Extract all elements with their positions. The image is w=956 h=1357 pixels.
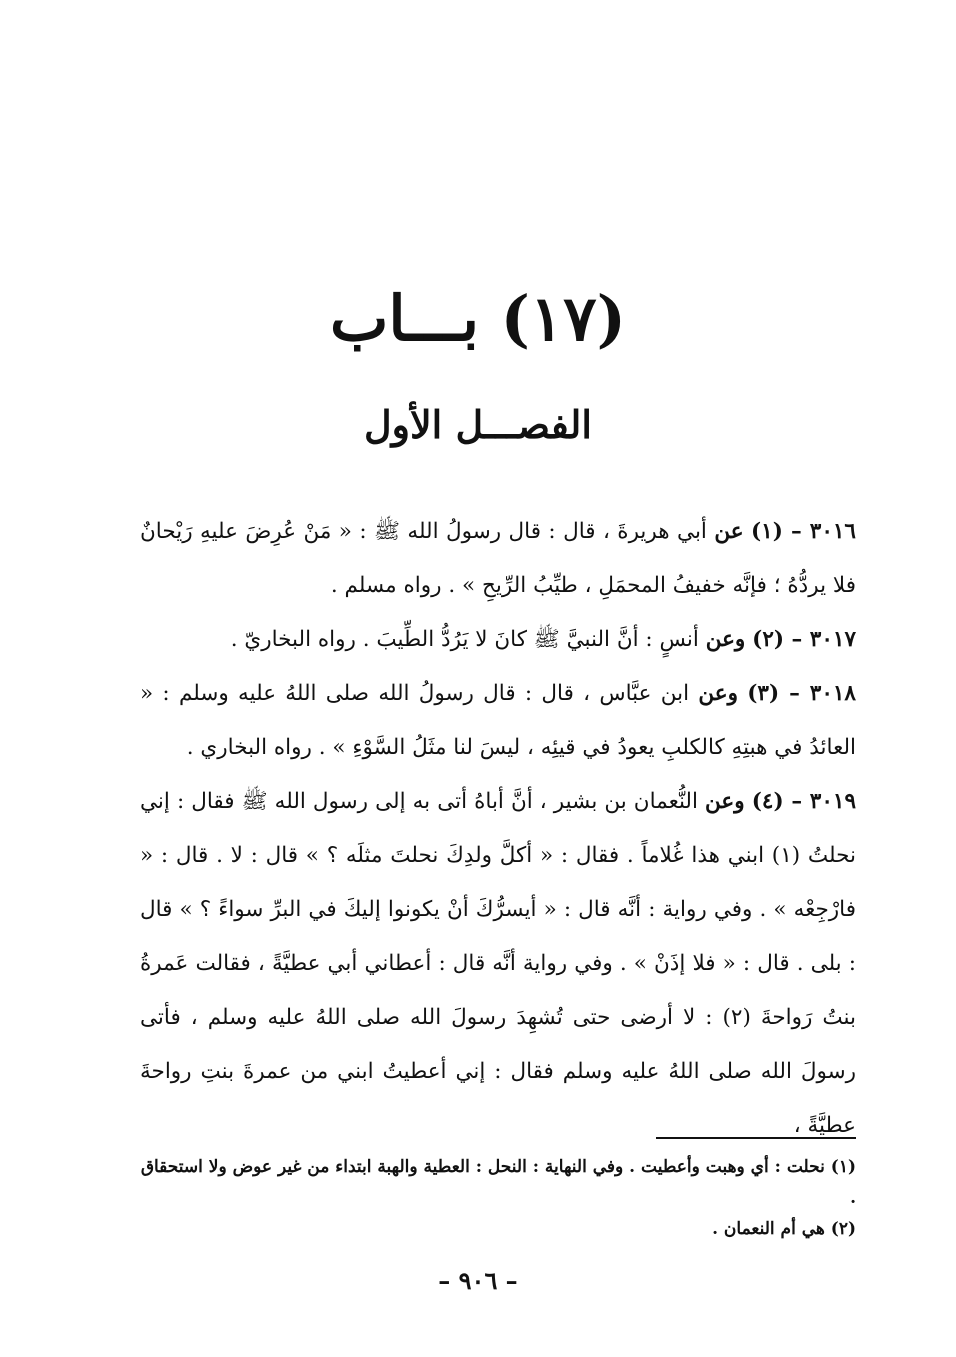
- hadith-number: ٣٠١٧ – (٢): [752, 627, 856, 652]
- hadith-3019: [140, 775, 856, 1153]
- hadith-list: [140, 505, 856, 1153]
- hadith-text: أبي هريرةَ ، قال : قال رسولُ الله ﷺ : « مَنْ عُرِضَ عليهِ رَيْحانٌ فلا يردُّهُ ؛ فإنَّه خفيفُ المحمَلِ ، طيِّبُ الرِّيحِ » . رواه مسلم .: [140, 519, 856, 598]
- hadith-narrator-prefix: وعن: [698, 681, 738, 706]
- hadith-text: النُّعمان بن بشير ، أنَّ أباهُ أتى به إلى رسول الله ﷺ فقال : إني نحلتُ (١) ابني هذا غُلاماً . فقال : « أكلَّ ولدِكَ نحلتَ مثلَه ؟ » قال : لا . قال : « فارْجِعْه » . وفي رواية : أنَّه قال : « أيسرُّكَ أنْ يكونوا إليكَ في البرِّ سواءً ؟ » قال : بلى . قال : « فلا إذَنْ » . وفي رواية أنَّه قال : أعطاني أبي عطيَّةً ، فقالت عَمرةُ بنتُ رَواحةَ (٢) : لا أرضى حتى تُشهِدَ رسولَ الله صلى اللهُ عليه وسلم ، فأتى رسولَ الله صلى اللهُ عليه وسلم فقال : إني أعطيتُ ابني من عمرةَ بنتِ رواحةَ عطيَّةً ،: [140, 789, 856, 1138]
- hadith-narrator-prefix: عن: [714, 519, 744, 544]
- footnotes: [140, 1152, 856, 1245]
- section-title: الفصـــل الأول: [364, 402, 592, 447]
- footnote-divider: [656, 1137, 856, 1139]
- hadith-3016: [140, 505, 856, 613]
- hadith-text: ابن عبَّاس ، قال : قال رسولُ الله صلى اللهُ عليه وسلم : « العائدُ في هبتِهِ كالكلبِ يعودُ في قيئِه ، ليسَ لنا مثَلُ السَّوْءِ » . رواه البخاري .: [140, 681, 856, 760]
- page-number: – ٩٠٦ –: [438, 1266, 518, 1295]
- footnote-2: (٢) هي أم النعمان .: [712, 1219, 856, 1239]
- hadith-number: ٣٠١٨ – (٣): [747, 681, 856, 706]
- hadith-number: ٣٠١٩ – (٤): [751, 789, 856, 814]
- footnote-1: (١) نحلت : أي وهبت وأعطيت . وفي النهاية : النحل : العطية والهبة ابتداء من غير عوض ولا استحقاق .: [140, 1157, 856, 1208]
- hadith-narrator-prefix: وعن: [705, 789, 745, 814]
- hadith-3017: [140, 613, 856, 667]
- chapter-title: (١٧) بـــاب: [330, 282, 626, 355]
- hadith-text: أنسٍ : أنَّ النبيَّ ﷺ كانَ لا يَرُدُّ الطِّيبَ . رواه البخاريّ .: [230, 627, 699, 652]
- hadith-narrator-prefix: وعن: [705, 627, 746, 652]
- hadith-number: ٣٠١٦ – (١): [750, 519, 856, 544]
- hadith-3018: [140, 667, 856, 775]
